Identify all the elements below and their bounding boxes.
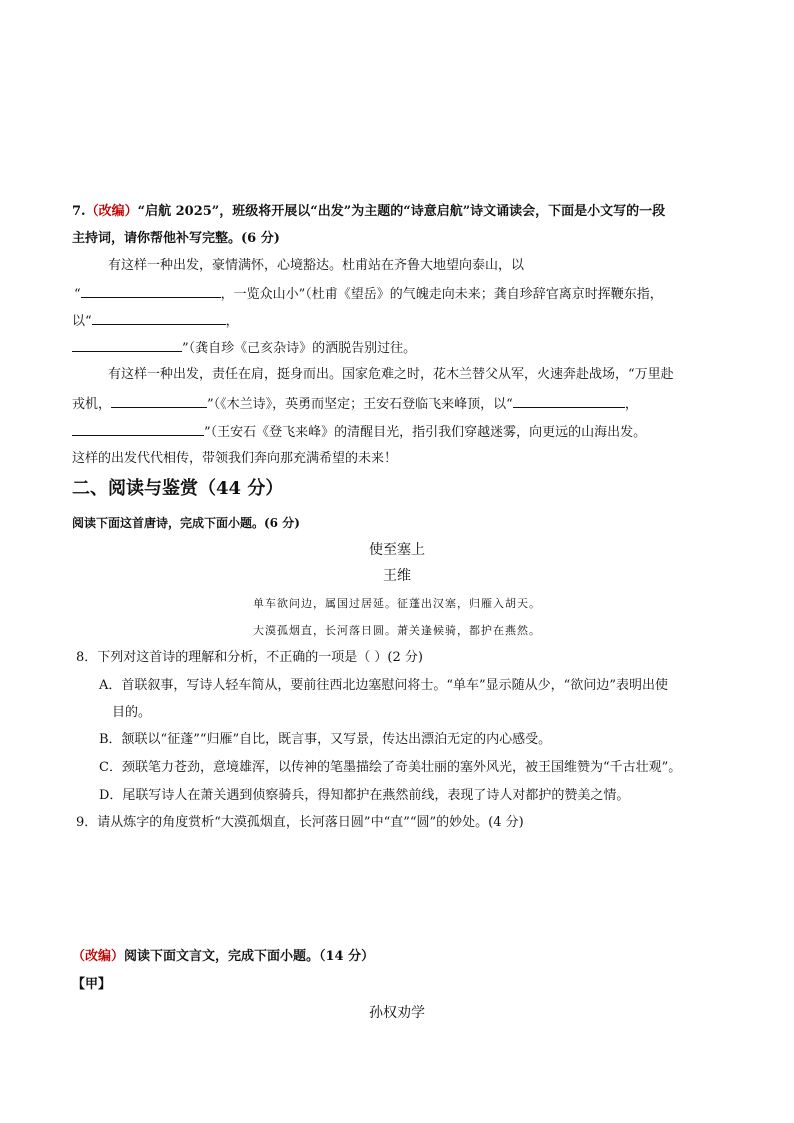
q8-option-a-line2: 目的。 xyxy=(112,705,152,720)
classical-intro xyxy=(72,948,374,966)
poem-line-2: 大漠孤烟直，长河落日圆。萧关逢候骑，都护在燕然。 xyxy=(253,624,541,637)
q7-p1-line4 xyxy=(72,338,416,358)
poem-line-1: 单车欲问边，属国过居延。征蓬出汉塞，归雁入胡天。 xyxy=(253,597,541,610)
classical-adapted-tag: （改编） xyxy=(72,949,125,964)
q7-p1-line2-text: ，一览众山小”（杜甫《望岳》的气魄走向未来；龚自珍辞官离京时挥鞭东指， xyxy=(220,287,663,302)
answer-blank-1[interactable] xyxy=(81,284,221,298)
q8-option-b: B．颔联以“征蓬”“归雁”自比，既言事，又写景，传达出漂泊无定的内心感受。 xyxy=(99,732,552,747)
q7-p1-line3-prefix: 以“ xyxy=(72,314,92,329)
q7-p1-line1: 有这样一种出发，豪情满怀，心境豁达。杜甫站在齐鲁大地望向泰山，以 xyxy=(108,258,525,273)
q7-p1-line3 xyxy=(72,311,239,331)
q7-p2-line2-end: ， xyxy=(624,397,638,412)
q8-option-d: D．尾联写诗人在萧关遇到侦察骑兵，得知都护在燕然前线，表现了诗人对都护的赞美之情。 xyxy=(99,788,630,803)
quote-open: “ xyxy=(74,287,81,302)
q7-p1-line2 xyxy=(74,284,663,304)
q7-p2-line1: 有这样一种出发，责任在肩，挺身而出。国家危难之时，花木兰替父从军，火速奔赴战场，“万里赴 xyxy=(108,367,674,382)
answer-blank-2[interactable] xyxy=(92,311,226,325)
q7-closing: 这样的出发代代相传，带领我们奔向那充满希望的未来！ xyxy=(72,451,398,466)
answer-blank-3[interactable] xyxy=(72,338,182,352)
q8-stem: 8．下列对这首诗的理解和分析，不正确的一项是（ ）(2 分) xyxy=(76,650,423,665)
q7-p1-line4-text: ”（龚自珍《己亥杂诗》的洒脱告别过往。 xyxy=(182,341,417,356)
answer-blank-4[interactable] xyxy=(111,394,207,408)
passage-label: 【甲】 xyxy=(72,977,112,992)
q7-number: 7. xyxy=(72,204,86,219)
q7-p2-line3-text: ”（王安石《登飞来峰》的清醒目光，指引我们穿越迷雾，向更远的山海出发。 xyxy=(204,425,647,440)
poem-author: 王维 xyxy=(383,568,411,584)
passage-title: 孙权劝学 xyxy=(369,1005,425,1021)
q7-stem-line1 xyxy=(72,203,665,221)
section2-intro: 阅读下面这首唐诗，完成下面小题。(6 分) xyxy=(72,516,300,530)
q7-p2-line2-mid: ”（《木兰诗》，英勇而坚定；王安石登临飞来峰顶，以“ xyxy=(207,397,513,412)
classical-intro-text: 阅读下面文言文，完成下面小题。（14 分） xyxy=(124,949,375,964)
q9-stem: 9．请从炼字的角度赏析“大漠孤烟直，长河落日圆”中“直”“圆”的妙处。(4 分) xyxy=(76,815,524,830)
section-heading: 二、阅读与鉴赏（44 分） xyxy=(72,478,284,499)
answer-blank-6[interactable] xyxy=(72,422,204,436)
q7-p2-line2 xyxy=(72,394,638,414)
q7-stem-line2: 主持词，请你帮他补写完整。(6 分) xyxy=(72,231,280,246)
q8-option-a-line1: A．首联叙事，写诗人轻车简从，要前往西北边塞慰问将士。“单车”显示随从少，“欲问边”表明出使 xyxy=(99,678,668,693)
q7-adapted-tag: （改编） xyxy=(85,204,138,219)
answer-blank-5[interactable] xyxy=(513,394,625,408)
poem-title: 使至塞上 xyxy=(369,542,425,558)
q7-p1-line3-suffix: ， xyxy=(225,314,239,329)
q7-p2-line2-prefix: 戎机， xyxy=(72,397,112,412)
q8-option-c: C．颈联笔力苍劲，意境雄浑，以传神的笔墨描绘了奇美壮丽的塞外风光，被王国维赞为“千古壮观”。 xyxy=(99,760,682,775)
q7-stem-text: “启航 2025”，班级将开展以“出发”为主题的“诗意启航”诗文诵读会，下面是小文写的一段 xyxy=(137,204,666,219)
q7-p2-line3 xyxy=(72,422,646,442)
